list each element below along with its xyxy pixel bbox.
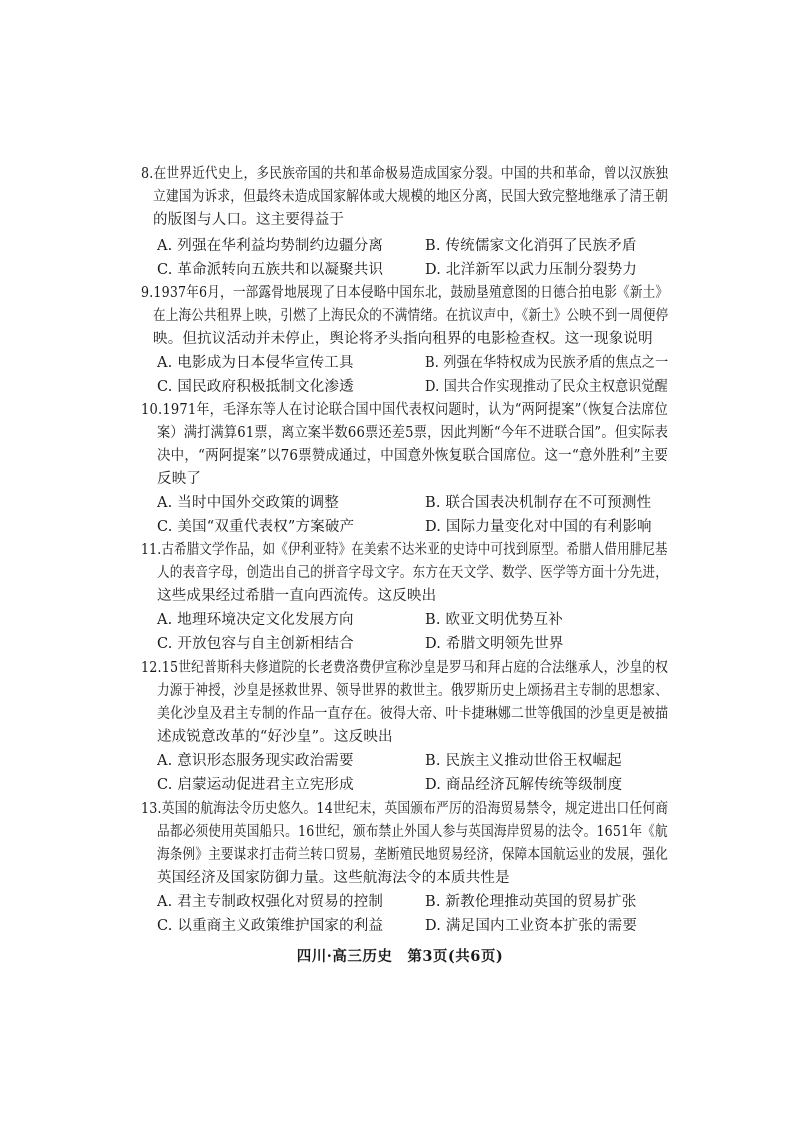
- option-b: B. 联合国表决机制存在不可预测性: [425, 495, 652, 511]
- option-d: D. 商品经济瓦解传统等级制度: [425, 777, 623, 793]
- option-a: A. 地理环境决定文化发展方向: [157, 612, 354, 628]
- option-a: A. 列强在华利益均势制约边疆分离: [157, 238, 384, 254]
- option-b: B. 新教伦理推动英国的贸易扩张: [425, 894, 637, 910]
- question-text-line: 立建国为诉求，但最终未造成国家解体或大规模的地区分离，民国大致完整地继承了清王朝: [153, 189, 669, 205]
- question-text-line: 的版图与人口。这主要得益于: [153, 212, 345, 228]
- option-d: D. 国际力量变化对中国的有利影响: [425, 519, 652, 535]
- question-text-line: 品都必须使用英国船只。16世纪，颁布禁止外国人参与英国海岸贸易的法令。1651年《航: [157, 824, 668, 840]
- question-text-line: 述成锐意改革的“好沙皇”。这反映出: [157, 729, 393, 745]
- option-c: C. 国民政府积极抵制文化渗透: [157, 379, 354, 395]
- option-b: B. 民族主义推动世俗王权崛起: [425, 753, 622, 769]
- question-text-line: 9.1937年6月，一部露骨地展现了日本侵略中国东北，鼓励垦殖意图的日德合拍电影《新土》: [141, 285, 669, 301]
- question-text-line: 10.1971年，毛泽东等人在讨论联合国中国代表权问题时，认为“两阿提案”（恢复合法席位: [141, 402, 668, 418]
- option-d: D. 希腊文明领先世界: [425, 636, 564, 652]
- option-c: C. 以重商主义政策维护国家的利益: [157, 918, 384, 934]
- option-a: A. 君主专制政权强化对贸易的控制: [157, 894, 384, 910]
- option-c: C. 启蒙运动促进君主立宪形成: [157, 777, 354, 793]
- question-text-line: 8.在世界近代史上，多民族帝国的共和革命极易造成国家分裂。中国的共和革命，曾以汉族独: [141, 166, 669, 182]
- question-text-line: 在上海公共租界上映，引燃了上海民众的不满情绪。在抗议声中，《新土》公映不到一周便停: [153, 308, 669, 324]
- question-text-line: 人的表音字母，创造出自己的拼音字母文字。东方在天文学、数学、医学等方面十分先进，: [157, 565, 668, 581]
- question-text-line: 力源于神授，沙皇是拯救世界、领导世界的救世主。俄罗斯历史上颂扬君主专制的思想家、: [157, 683, 668, 699]
- option-c: C. 革命派转向五族共和以凝聚共识: [157, 262, 384, 278]
- option-d: D. 满足国内工业资本扩张的需要: [425, 918, 638, 934]
- question-text-line: 案）满打满算61票，离立案半数66票还差5票，因此判断“今年不进联合国”。但实际表: [157, 425, 669, 441]
- question-text-line: 映。但抗议活动并未停止，舆论将矛头指向租界的电影检查权。这一现象说明: [153, 331, 653, 347]
- question-text-line: 这些成果经过希腊一直向西流传。这反映出: [157, 588, 437, 604]
- option-b: B. 传统儒家文化消弭了民族矛盾: [425, 238, 637, 254]
- question-text-line: 美化沙皇及君主专制的作品一直存在。彼得大帝、叶卡捷琳娜二世等俄国的沙皇更是被描: [157, 706, 669, 722]
- option-c: C. 美国“双重代表权”方案破产: [157, 519, 355, 535]
- option-a: A. 电影成为日本侵华宣传工具: [157, 355, 354, 371]
- question-text-line: 反映了: [157, 471, 202, 487]
- option-b: B. 列强在华特权成为民族矛盾的焦点之一: [425, 355, 669, 371]
- question-text-line: 决中，“两阿提案”以76票赞成通过，中国意外恢复联合国席位。这一“意外胜利”主要: [157, 448, 669, 464]
- question-text-line: 13.英国的航海法令历史悠久。14世纪末，英国颁布严厉的沿海贸易禁令，规定进出口任何商: [141, 801, 669, 817]
- option-c: C. 开放包容与自主创新相结合: [157, 636, 354, 652]
- question-text-line: 英国经济及国家防御力量。这些航海法令的本质共性是: [157, 870, 510, 886]
- option-d: D. 国共合作实现推动了民众主权意识觉醒: [425, 379, 668, 395]
- option-d: D. 北洋新军以武力压制分裂势力: [425, 262, 638, 278]
- question-text-line: 11.古希腊文学作品，如《伊利亚特》在美索不达米亚的史诗中可找到原型。希腊人借用腓尼基: [141, 542, 668, 558]
- option-b: B. 欧亚文明优势互补: [425, 612, 564, 628]
- question-text-line: 12.15世纪普斯科夫修道院的长老费洛费伊宣称沙皇是罗马和拜占庭的合法继承人，沙皇的权: [141, 660, 669, 676]
- option-a: A. 当时中国外交政策的调整: [157, 495, 339, 511]
- page-footer: 四川·高三历史 第3页(共6页): [296, 948, 504, 965]
- option-a: A. 意识形态服务现实政治需要: [157, 753, 354, 769]
- question-text-line: 海条例》主要谋求打击荷兰转口贸易，垄断殖民地贸易经济，保障本国航运业的发展，强化: [157, 847, 668, 863]
